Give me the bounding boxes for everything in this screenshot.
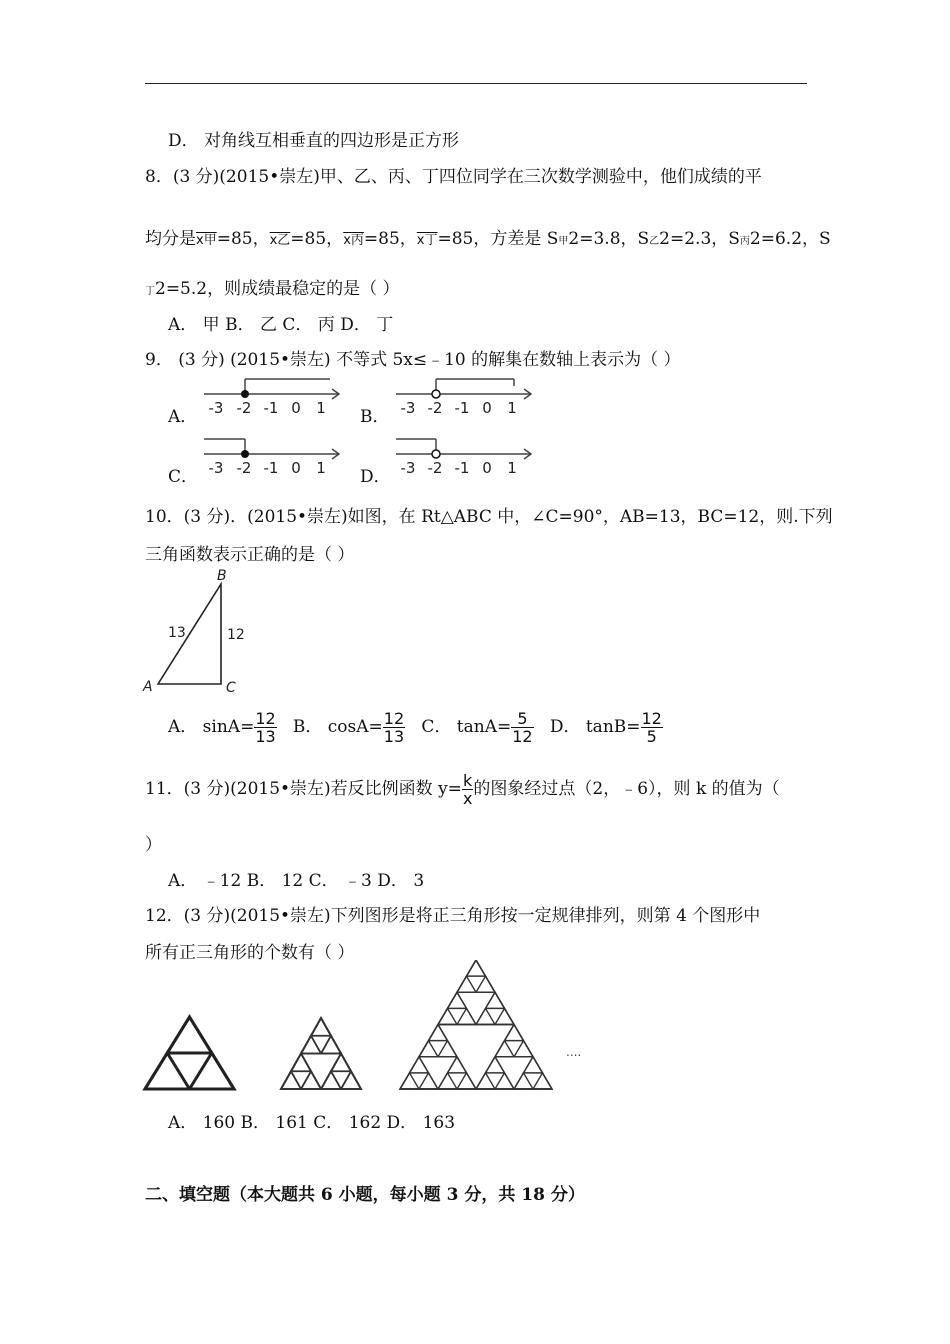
- vertex-a: A: [143, 679, 153, 695]
- q9-label-b: B．: [360, 407, 390, 427]
- svg-text:0: 0: [482, 399, 492, 417]
- frac-a: $\frac{12}{13}$: [255, 709, 276, 746]
- q9-stem: 9． (3 分) (2015•崇左) 不等式 5x≤﹣10 的解集在数轴上表示为（ ）: [145, 350, 681, 370]
- side-bc-label: 12: [227, 627, 245, 643]
- triangle-figure-3: [400, 960, 552, 1089]
- svg-text:1: 1: [316, 459, 326, 477]
- svg-text:-1: -1: [263, 459, 279, 477]
- vertex-b: B: [217, 568, 227, 584]
- svg-text:-1: -1: [454, 459, 470, 477]
- svg-text:-3: -3: [208, 459, 224, 477]
- q9-numberline-b: [392, 374, 537, 418]
- q10-triangle-figure: [140, 566, 250, 698]
- q12-triangle-sequence: [140, 960, 600, 1095]
- q10-options: A． sinA= $\frac{12}{13}$ B． cosA= $\frac{12}{13}$ C． tanA= $\frac{5}{12}$ D． tanB= $\frac{12}{5}$: [168, 709, 662, 746]
- svg-text:-1: -1: [454, 399, 470, 417]
- q7-option-d: D． 对角线互相垂直的四边形是正方形: [168, 131, 460, 151]
- frac-c: $\frac{5}{12}$: [512, 709, 533, 746]
- frac-k-over-x: $\frac{k}{x}$: [462, 771, 473, 808]
- svg-text:-2: -2: [427, 459, 443, 477]
- q9-numberline-a: [200, 374, 345, 418]
- q8-stem-line2: 均分是x甲=85，x乙=85，x丙=85，x丁=85，方差是 S甲2=3.8，S乙2=2.3，S丙2=6.2，S: [145, 229, 831, 249]
- triangle-figure-1: [145, 1017, 234, 1089]
- vertex-c: C: [226, 680, 236, 696]
- q11-stem-line2: ）: [145, 835, 162, 855]
- mean-jia: x甲: [196, 233, 217, 248]
- svg-text:-2: -2: [236, 459, 252, 477]
- q9-label-c: C．: [168, 467, 199, 487]
- q12-stem-line1: 12．(3 分)(2015•崇左)下列图形是将正三角形按一定规律排列，则第 4 个图形中: [145, 906, 761, 926]
- mean-bing: x丙: [343, 233, 364, 248]
- q12-stem-line2: 所有正三角形的个数有（ ）: [145, 943, 355, 963]
- svg-text:1: 1: [316, 399, 326, 417]
- svg-text:-3: -3: [208, 399, 224, 417]
- q8-stem-line1: 8．(3 分)(2015•崇左)甲、乙、丙、丁四位同学在三次数学测验中，他们成绩的平: [145, 167, 762, 187]
- q9-label-a: A．: [168, 407, 198, 427]
- q10-stem-line2: 三角函数表示正确的是（ ）: [145, 545, 355, 565]
- q9-numberline-c: [200, 434, 345, 478]
- triangle-figure-2: [281, 1018, 361, 1089]
- q11-stem-line1: 11．(3 分)(2015•崇左)若反比例函数 y= $\frac{k}{x}$ 的图象经过点（2，﹣6），则 k 的值为（: [145, 771, 780, 808]
- mean-ding: x丁: [416, 233, 438, 248]
- svg-text:0: 0: [482, 459, 492, 477]
- frac-d: $\frac{12}{5}$: [641, 709, 662, 746]
- q9-label-d: D．: [360, 467, 391, 487]
- sequence-ellipsis: ....: [566, 1045, 582, 1059]
- q8-stem-line3: 丁2=5.2，则成绩最稳定的是（ ）: [145, 279, 400, 299]
- header-rule: [145, 83, 807, 84]
- svg-text:-3: -3: [400, 399, 416, 417]
- svg-text:-2: -2: [427, 399, 443, 417]
- q12-options: A． 160 B． 161 C． 162 D． 163: [168, 1113, 456, 1133]
- q11-options: A． ﹣12 B． 12 C． ﹣3 D． 3: [168, 871, 425, 891]
- side-ab-label: 13: [168, 625, 186, 641]
- svg-text:0: 0: [291, 459, 301, 477]
- mean-yi: x乙: [269, 233, 291, 248]
- q8-options: A． 甲 B． 乙 C． 丙 D． 丁: [168, 315, 394, 335]
- svg-text:-2: -2: [236, 399, 252, 417]
- q9-numberline-d: [392, 434, 537, 478]
- svg-text:-3: -3: [400, 459, 416, 477]
- svg-text:1: 1: [507, 459, 517, 477]
- section2-title: 二、填空题（本大题共 6 小题，每小题 3 分，共 18 分）: [145, 1185, 585, 1205]
- q10-stem-line1: 10．(3 分)．(2015•崇左)如图，在 Rt△ABC 中，∠C=90°，AB=13，BC=12，则.下列: [145, 507, 833, 527]
- svg-text:1: 1: [507, 399, 517, 417]
- svg-text:0: 0: [291, 399, 301, 417]
- svg-text:-1: -1: [263, 399, 279, 417]
- frac-b: $\frac{12}{13}$: [383, 709, 405, 746]
